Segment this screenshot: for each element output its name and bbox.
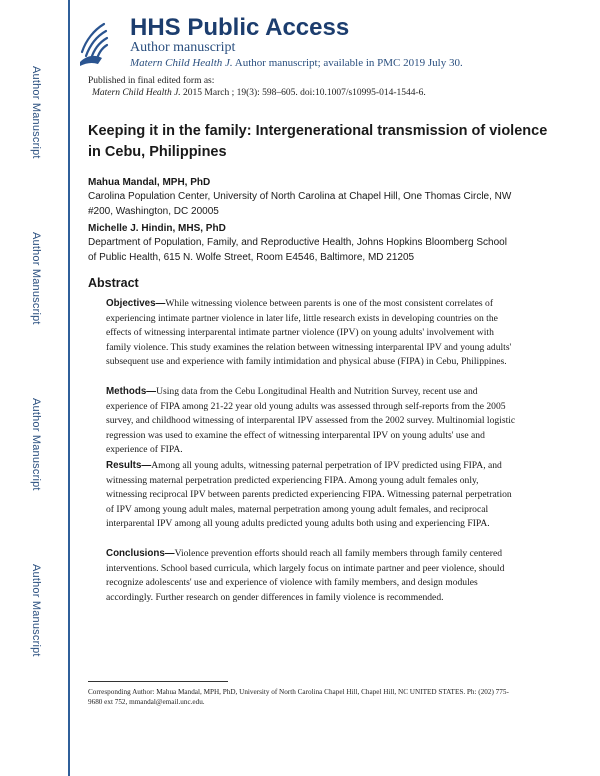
author-name: Mahua Mandal, MPH, PhD [88,177,211,188]
section-label: Objectives— [106,298,166,309]
citation-journal: Matern Child Health J. [92,88,181,98]
author-manuscript-subtitle: Author manuscript [130,40,236,55]
availability-line [130,57,463,69]
abstract-conclusions [106,547,518,605]
availability-text: Author manuscript; available in PMC 2019 July 30. [232,57,463,69]
hhs-eagle-icon [76,18,110,68]
section-label: Results— [106,460,152,471]
citation [88,87,426,99]
side-label-author-manuscript: Author Manuscript [30,232,42,325]
abstract-objectives [106,297,518,370]
article-title: Keeping it in the family: Intergenerational transmission of violence in Cebu, Philippines [88,123,548,160]
published-info [88,75,426,99]
side-label-author-manuscript: Author Manuscript [30,66,42,159]
hhs-public-access-title: HHS Public Access [130,14,350,41]
section-label: Conclusions— [106,548,175,559]
section-label: Methods— [106,386,157,397]
side-label-author-manuscript: Author Manuscript [30,398,42,491]
author-name: Michelle J. Hindin, MHS, PhD [88,223,226,234]
section-text: Violence prevention efforts should reach all family members through family centered interventions. School based curricula, which largely focus on intimate partner and peer violence, should recognize adolescents' use and experience of violence with family members, and design modules accordingly. Further research on gender differences in family violence is recommended. [106,548,505,603]
margin-rule [68,0,70,776]
section-text: While witnessing violence between parents is one of the most consistent correlates of experiencing intimate partner violence in later life, little research exists in developing countries on the effects of witnessing interparental intimate partner violence (IPV) on young adults' involvement with family violence. This study examines the relation between witnessing interparental IPV and young adults' subsequent use and experience with family intimidation and physical abuse (FIPA) in Cebu, Philippines. [106,298,512,368]
section-text: Among all young adults, witnessing paternal perpetration of IPV predicted using FIPA, and witnessing maternal perpetration predicted experiencing FIPA. Among young adult females only, witnessing reciprocal IPV between parents predicted experiencing FIPA. Witnessing paternal perpetration of IPV among young adult males, maternal perpetration among young adult females, and reciprocal interparental IPV among all young adults predicted young adults both using and experiencing FIPA. [106,460,512,530]
footnote-rule [88,681,228,682]
citation-details: 2015 March ; 19(3): 598–605. doi:10.1007/s10995-014-1544-6. [180,88,426,98]
author-affiliation: Carolina Population Center, University of North Carolina at Chapel Hill, One Thomas Circle, NW #200, Washington, DC 20005 [88,191,512,217]
side-label-author-manuscript: Author Manuscript [30,564,42,657]
author-affiliation: Department of Population, Family, and Reproductive Health, Johns Hopkins Bloomberg School of Public Health, 615 N. Wolfe Street, Room E4546, Baltimore, MD 21205 [88,237,507,263]
published-label: Published in final edited form as: [88,76,215,86]
abstract-results [106,459,518,532]
abstract-heading: Abstract [88,276,139,290]
journal-name: Matern Child Health J. [130,57,233,69]
section-text: Using data from the Cebu Longitudinal Health and Nutrition Survey, recent use and experience of FIPA among 21-22 year old young adults was assessed through self-reports from the 2005 survey, and childhood witnessing of interparental IPV assessed from the 2002 survey. Multinomial logistic regression was used to examine the effect of witnessing interparental IPV on young adults' use and experience of FIPA. [106,386,516,456]
abstract-methods [106,385,518,458]
corresponding-author-footnote: Corresponding Author: Mahua Mandal, MPH, PhD, University of North Carolina Chapel Hill, Chapel Hill, NC UNITED STATES. Ph: (202) 775-9680 ext 752, mmandal@email.unc.edu. [88,688,509,706]
